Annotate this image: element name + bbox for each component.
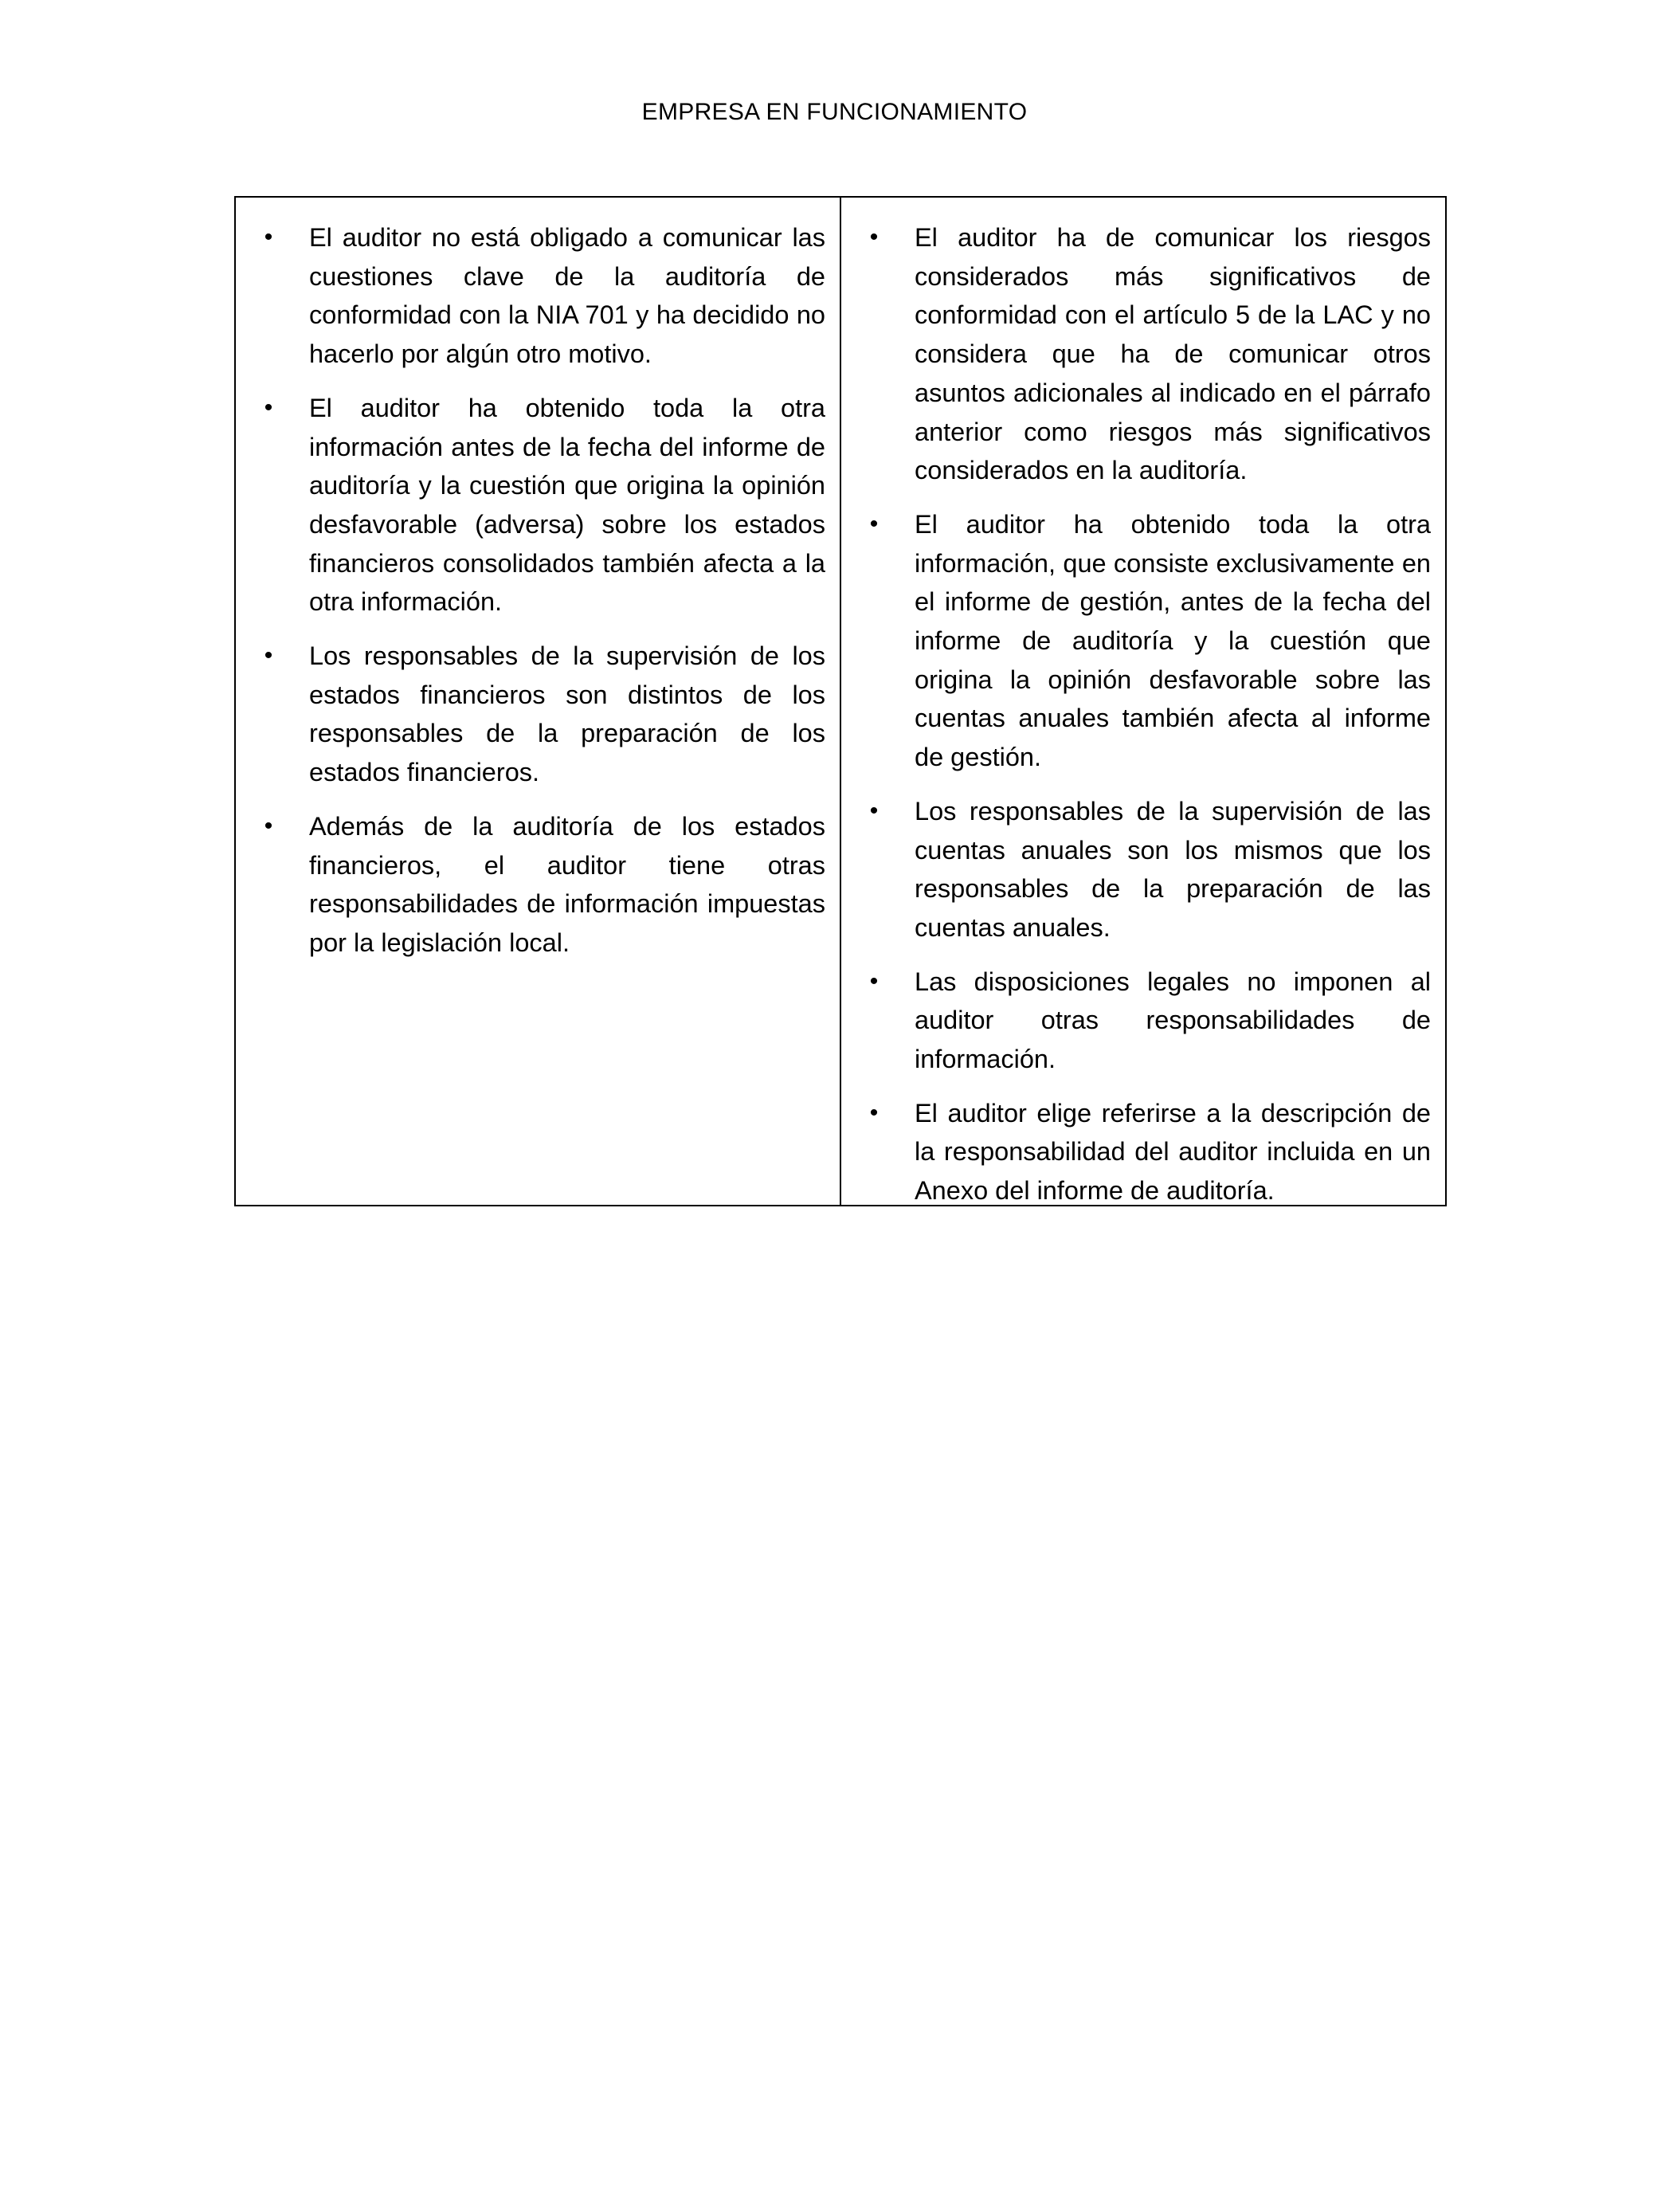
left-bullet-list	[257, 218, 825, 963]
bullet-icon: •	[264, 812, 273, 839]
page-title: EMPRESA EN FUNCIONAMIENTO	[641, 99, 1028, 125]
bullet-icon: •	[869, 967, 879, 994]
right-bullet-list	[862, 218, 1431, 1210]
bullet-icon: •	[869, 510, 879, 537]
bullet-icon: •	[264, 224, 273, 250]
list-item	[257, 389, 825, 622]
list-item-text: El auditor ha de comunicar los riesgos considerados más significativos de conformidad con el artículo 5 de la LAC y no considera que ha de comunicar otros asuntos adicionales al indicado en el párrafo anterior como riesgos más significativos considerados en la auditoría.	[915, 223, 1431, 485]
list-item	[862, 218, 1431, 490]
bullet-icon: •	[869, 1099, 879, 1126]
table-column-left	[236, 198, 841, 1205]
bullet-icon: •	[869, 224, 879, 250]
list-item	[862, 792, 1431, 947]
list-item	[257, 218, 825, 374]
list-item-text: El auditor no está obligado a comunicar las cuestiones clave de la auditoría de conformidad con la NIA 701 y ha decidido no hacerlo por algún otro motivo.	[309, 223, 825, 369]
list-item-text: El auditor elige referirse a la descripción de la responsabilidad del auditor incluida en un Anexo del informe de auditoría.	[915, 1098, 1431, 1206]
bullet-icon: •	[264, 394, 273, 421]
list-item	[257, 637, 825, 792]
list-item	[862, 1094, 1431, 1210]
list-item-text: Las disposiciones legales no imponen al auditor otras responsabilidades de información.	[915, 967, 1431, 1074]
table-column-right	[841, 198, 1445, 1205]
bullet-icon: •	[264, 642, 273, 669]
comparison-table	[234, 196, 1447, 1206]
list-item-text: Los responsables de la supervisión de los estados financieros son distintos de los responsables de la preparación de los estados financieros.	[309, 641, 825, 787]
list-item	[862, 505, 1431, 777]
list-item-text: Además de la auditoría de los estados financieros, el auditor tiene otras responsabilidades de información impuestas por la legislación local.	[309, 811, 825, 957]
list-item	[862, 963, 1431, 1079]
list-item-text: Los responsables de la supervisión de las cuentas anuales son los mismos que los responsables de la preparación de las cuentas anuales.	[915, 796, 1431, 942]
list-item	[257, 807, 825, 963]
list-item-text: El auditor ha obtenido toda la otra información antes de la fecha del informe de auditoría y la cuestión que origina la opinión desfavorable (adversa) sobre los estados financieros consolidados también afecta a la otra información.	[309, 393, 825, 617]
bullet-icon: •	[869, 797, 879, 824]
list-item-text: El auditor ha obtenido toda la otra información, que consiste exclusivamente en el informe de gestión, antes de la fecha del informe de auditoría y la cuestión que origina la opinión desfavorable sobre las cuentas anuales también afecta al informe de gestión.	[915, 509, 1431, 772]
